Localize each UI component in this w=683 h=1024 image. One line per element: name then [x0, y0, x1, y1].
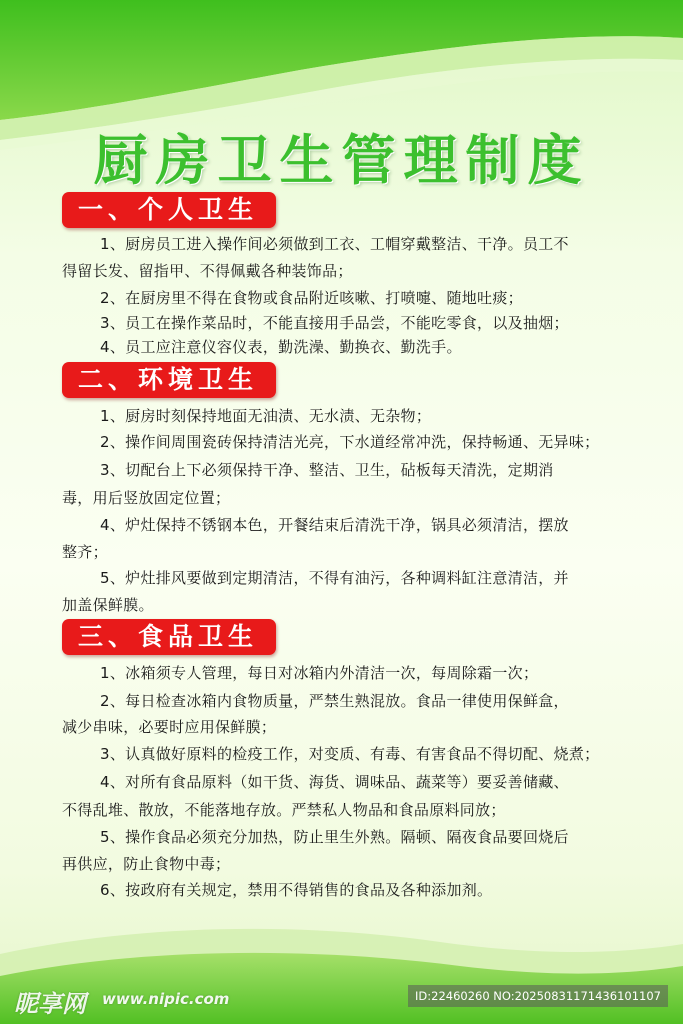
section-heading-environment-hygiene: 二、环境卫生 [62, 362, 276, 398]
section-3-line: 3、认真做好原料的检疫工作，对变质、有毒、有害食品不得切配、烧煮； [100, 745, 600, 763]
section-1-line: 得留长发、留指甲、不得佩戴各种装饰品； [62, 262, 353, 280]
section-heading-personal-hygiene: 一、个人卫生 [62, 192, 276, 228]
section-2-line: 毒，用后竖放固定位置； [62, 489, 231, 507]
watermark-site-name: 昵享网 [14, 990, 86, 1018]
section-3-line: 4、对所有食品原料（如干货、海货、调味品、蔬菜等）要妥善储藏、 [100, 773, 569, 791]
section-heading-food-hygiene: 三、食品卫生 [62, 619, 276, 655]
section-2-line: 加盖保鲜膜。 [62, 596, 154, 614]
section-1-line: 4、员工应注意仪容仪表，勤洗澡、勤换衣、勤洗手。 [100, 338, 462, 356]
section-3-line: 2、每日检查冰箱内食物质量，严禁生熟混放。食品一律使用保鲜盒， [100, 692, 569, 710]
section-2-line: 1、厨房时刻保持地面无油渍、无水渍、无杂物； [100, 407, 432, 425]
section-2-line: 5、炉灶排风要做到定期清洁，不得有油污，各种调料缸注意清洁，并 [100, 569, 569, 587]
section-3-line: 再供应，防止食物中毒； [62, 855, 231, 873]
section-3-line: 减少串味，必要时应用保鲜膜； [62, 718, 277, 736]
section-3-line: 6、按政府有关规定，禁用不得销售的食品及各种添加剂。 [100, 881, 493, 899]
page-title: 厨房卫生管理制度 [93, 129, 590, 192]
section-2-line: 2、操作间周围瓷砖保持清洁光亮，下水道经常冲洗，保持畅通、无异味； [100, 433, 600, 451]
section-2-line: 3、切配台上下必须保持干净、整洁、卫生，砧板每天清洗，定期消 [100, 461, 554, 479]
section-1-line: 1、厨房员工进入操作间必须做到工衣、工帽穿戴整洁、干净。员工不 [100, 235, 569, 253]
section-3-line: 5、操作食品必须充分加热，防止里生外熟。隔顿、隔夜食品要回烧后 [100, 828, 569, 846]
section-1-line: 3、员工在操作菜品时，不能直接用手品尝，不能吃零食，以及抽烟； [100, 314, 569, 332]
section-2-line: 4、炉灶保持不锈钢本色，开餐结束后清洗干净，锅具必须清洁，摆放 [100, 516, 569, 534]
watermark-url: www.nipic.com [102, 990, 230, 1008]
watermark-id-bar: ID:22460260 NO:20250831171436101107 [408, 985, 668, 1007]
section-1-line: 2、在厨房里不得在食物或食品附近咳嗽、打喷嚏、随地吐痰； [100, 289, 523, 307]
section-3-line: 1、冰箱须专人管理，每日对冰箱内外清洁一次，每周除霜一次； [100, 664, 539, 682]
section-2-line: 整齐； [62, 543, 108, 561]
section-3-line: 不得乱堆、散放，不能落地存放。严禁私人物品和食品原料同放； [62, 801, 506, 819]
